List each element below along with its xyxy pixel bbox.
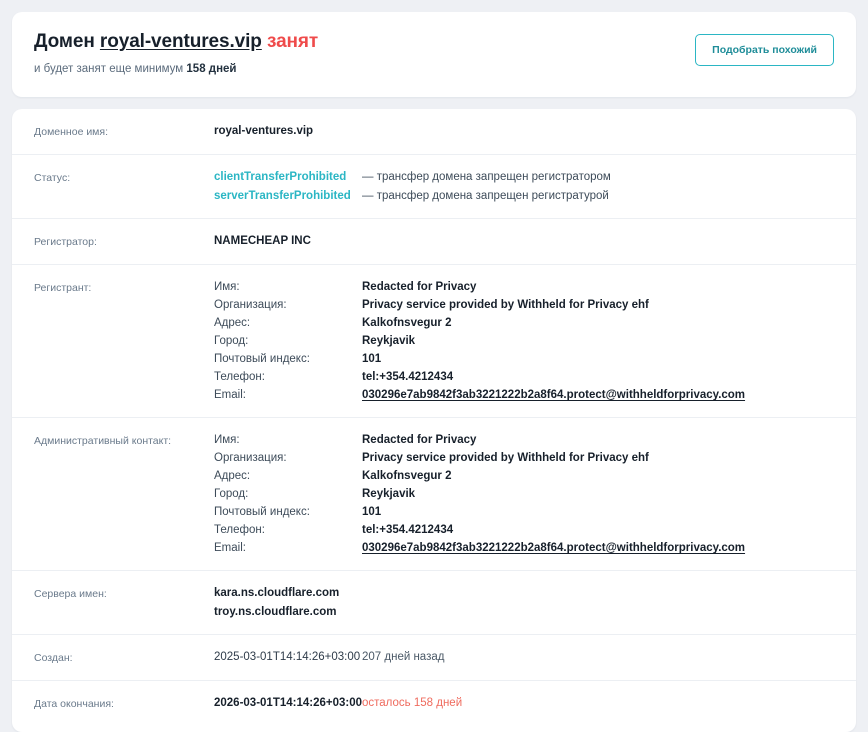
- row-label-created: Создан:: [34, 652, 73, 664]
- admin-field-value: Reykjavik: [362, 488, 416, 500]
- row-label-status: Статус:: [34, 172, 71, 184]
- admin-field: [214, 450, 834, 466]
- admin-email-link[interactable]: 030296e7ab9842f3ab3221222b2a8f64.protect@withheldforprivacy.com: [362, 542, 746, 554]
- row-label-nameservers: Сервера имен:: [34, 588, 107, 600]
- registrant-field-key: Организация:: [214, 299, 287, 311]
- admin-field-value: 101: [362, 506, 382, 518]
- title-domain[interactable]: royal-ventures.vip: [99, 31, 262, 52]
- created-note: 207 дней назад: [362, 651, 445, 663]
- status-code[interactable]: serverTransferProhibited: [214, 190, 351, 202]
- row-created: [12, 635, 856, 681]
- row-value-domain-name: [214, 123, 834, 139]
- registrant-field: [214, 387, 834, 403]
- row-value-created: [214, 649, 834, 665]
- registrant-field-key: Email:: [214, 389, 246, 401]
- row-registrar: [12, 219, 856, 265]
- admin-field: [214, 504, 834, 520]
- pick-similar-button[interactable]: Подобрать похожий: [695, 34, 834, 66]
- registrant-field-value: Reykjavik: [362, 335, 416, 347]
- page-subtitle: [34, 62, 695, 77]
- registrant-field-key: Телефон:: [214, 371, 265, 383]
- registrant-field-key: Имя:: [214, 281, 240, 293]
- domain-name-value: royal-ventures.vip: [214, 125, 314, 137]
- admin-field: [214, 540, 834, 556]
- row-value-admin-contact: [214, 432, 834, 556]
- registrant-field-value: Kalkofnsvegur 2: [362, 317, 452, 329]
- row-value-registrar: [214, 233, 834, 249]
- row-label-admin-contact: Административный контакт:: [34, 435, 172, 447]
- page-title: [34, 30, 695, 54]
- registrant-field-key: Город:: [214, 335, 249, 347]
- title-prefix: Домен: [34, 31, 95, 52]
- registrant-field-key: Адрес:: [214, 317, 251, 329]
- registrant-field: [214, 369, 834, 385]
- row-value-nameservers: [214, 585, 834, 620]
- status-description: — трансфер домена запрещен регистратором: [362, 171, 611, 183]
- admin-field: [214, 522, 834, 538]
- row-label-expires: Дата окончания:: [34, 698, 114, 710]
- row-status: [12, 155, 856, 219]
- row-domain-name: [12, 109, 856, 155]
- row-value-status: [214, 169, 834, 204]
- registrant-field: [214, 351, 834, 367]
- header-text-block: [34, 30, 695, 77]
- admin-field: [214, 486, 834, 502]
- admin-field-key: Адрес:: [214, 470, 251, 482]
- row-value-registrant: [214, 279, 834, 403]
- status-description: — трансфер домена запрещен регистратурой: [362, 190, 609, 202]
- admin-field-key: Телефон:: [214, 524, 265, 536]
- registrant-email-link[interactable]: 030296e7ab9842f3ab3221222b2a8f64.protect@withheldforprivacy.com: [362, 389, 746, 401]
- registrant-field-value: 101: [362, 353, 382, 365]
- subtitle-prefix: и будет занят еще минимум: [34, 63, 184, 75]
- status-item: [214, 169, 834, 185]
- registrant-field-value: tel:+354.4212434: [362, 371, 454, 383]
- row-admin-contact: [12, 418, 856, 571]
- expires-date: 2026-03-01T14:14:26+03:00: [214, 697, 363, 709]
- row-nameservers: [12, 571, 856, 635]
- admin-field-value: Privacy service provided by Withheld for Privacy ehf: [362, 452, 649, 464]
- registrant-field: [214, 333, 834, 349]
- registrant-field: [214, 315, 834, 331]
- admin-field: [214, 432, 834, 448]
- registrar-value: NAMECHEAP INC: [214, 235, 311, 247]
- subtitle-days: 158 дней: [186, 63, 237, 75]
- row-label-registrant: Регистрант:: [34, 282, 92, 294]
- registrant-field-key: Почтовый индекс:: [214, 353, 310, 365]
- row-registrant: [12, 265, 856, 418]
- admin-field-value: Redacted for Privacy: [362, 434, 477, 446]
- admin-field-key: Имя:: [214, 434, 240, 446]
- status-code[interactable]: clientTransferProhibited: [214, 171, 347, 183]
- admin-field-key: Email:: [214, 542, 246, 554]
- row-label-domain-name: Доменное имя:: [34, 126, 109, 138]
- admin-field-key: Город:: [214, 488, 249, 500]
- admin-field-key: Организация:: [214, 452, 287, 464]
- row-value-expires: [214, 695, 834, 711]
- status-item: [214, 188, 834, 204]
- admin-field-key: Почтовый индекс:: [214, 506, 310, 518]
- domain-header-card: [12, 12, 856, 97]
- nameserver-item: troy.ns.cloudflare.com: [214, 606, 337, 618]
- row-expires: [12, 681, 856, 726]
- admin-field-value: Kalkofnsvegur 2: [362, 470, 452, 482]
- title-status-word: занят: [266, 31, 319, 52]
- created-date: 2025-03-01T14:14:26+03:00: [214, 651, 361, 663]
- nameserver-item: kara.ns.cloudflare.com: [214, 587, 340, 599]
- expires-note: осталось 158 дней: [362, 697, 463, 709]
- row-label-registrar: Регистратор:: [34, 236, 97, 248]
- admin-field: [214, 468, 834, 484]
- admin-field-value: tel:+354.4212434: [362, 524, 454, 536]
- whois-info-card: [12, 109, 856, 732]
- registrant-field: [214, 279, 834, 295]
- registrant-field: [214, 297, 834, 313]
- registrant-field-value: Redacted for Privacy: [362, 281, 477, 293]
- registrant-field-value: Privacy service provided by Withheld for Privacy ehf: [362, 299, 649, 311]
